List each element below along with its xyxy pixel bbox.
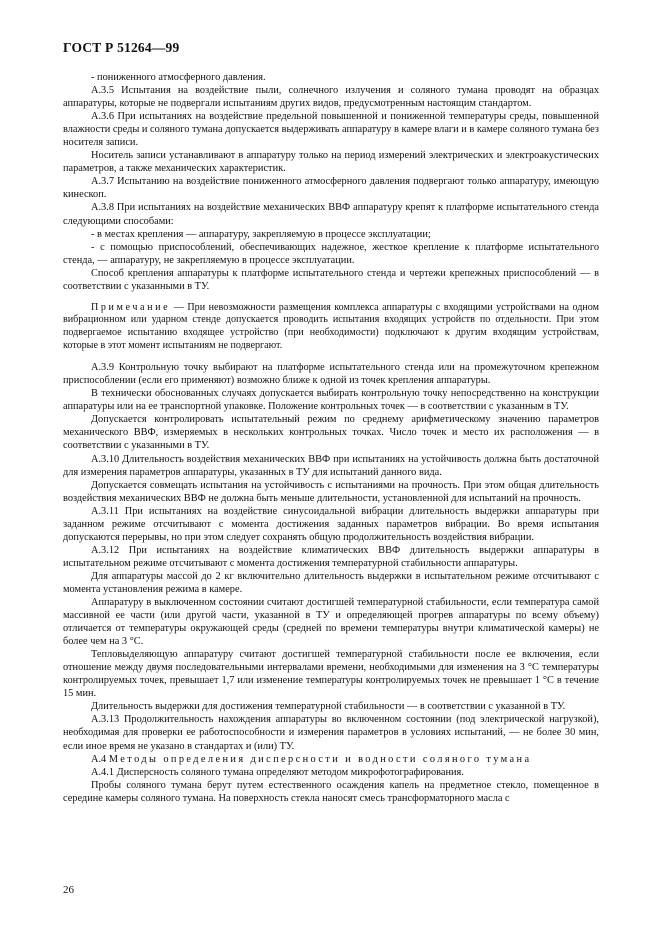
paragraph: Длительность выдержки для достижения температурной стабильности — в соответствии с указанной в ТУ. [91,701,566,713]
page-number: 26 [63,884,74,896]
paragraph: Для аппаратуры массой до 2 кг включительно длительность выдержки в испытательном режиме отсчитывают с момента установления режима в камере. [63,570,599,595]
section-heading-a4 [63,753,599,766]
paragraph-a36: А.3.6 При испытаниях на воздействие предельной повышенной и пониженной температуры среды, повышенной влажности среды и соляного тумана допускается выдерживать аппаратуру в камере влаги и в камере соляного тумана без носителя записи. [63,111,599,149]
section-number: А.4 [91,753,107,765]
note-text: — При невозможности размещения комплекса аппаратуры с входящими устройствами на одном вибрационном или ударном стенде допускается проводить испытания входящих устройств по отдельности. При этом подвергаемое испытанию входящее устройство (при необходимости) подключают к другим входящим устройствам, которые в этот момент испытаниям не подвергают. [63,301,599,351]
paragraph-a38: А.3.8 При испытаниях на воздействие механических ВВФ аппаратуру крепят к платформе испытательного стенда следующими способами: [63,202,599,227]
standard-code: ГОСТ Р 51264—99 [63,40,180,55]
paragraph: Аппаратуру в выключенном состоянии считают достигшей температурной стабильности, если температура самой массивной ее части (или другой части, указанной в ТУ и определяющей прогрев аппаратуры по всему объему) отличается от температуры окружающей среды (средней по времени температуры внутри климатической камеры) не более чем на 3 °С. [63,597,599,648]
paragraph-a312: А.3.12 При испытаниях на воздействие климатических ВВФ длительность выдержки аппаратуры в испытательном режиме отсчитывают с момента достижения температурной стабильности аппаратуры. [63,544,599,569]
paragraph: Допускается контролировать испытательный режим по среднему арифметическому значению параметров механического ВВФ, измеряемых в нескольких контрольных точках. Число точек и место их расположения — в соответствии с указанными в ТУ. [63,414,599,452]
section-title: Методы определения дисперсности и водности соляного тумана [108,753,532,765]
page-body [63,71,599,805]
paragraph-a35: А.3.5 Испытания на воздействие пыли, солнечного излучения и соляного тумана проводят на образцах аппаратуры, которые не подвергали испытаниям других видов, предусмотренным настоящим стандартом. [63,85,599,110]
paragraph: Тепловыделяющую аппаратуру считают достигшей температурной стабильности после ее включения, если отношение между двумя последовательными интервалами времени, необходимыми для изменения на 3 °С температуры контролируемых точек, превышает 1,7 или изменение температуры контролируемых точек не превышает 1 °С в течение 15 мин. [63,649,599,700]
list-item: - с помощью приспособлений, обеспечивающих надежное, жесткое крепление к платформе испытательного стенда, — аппаратуру, не закрепляемую в процессе эксплуатации. [63,241,599,266]
document-header [63,40,179,56]
paragraph: Способ крепления аппаратуры к платформе испытательного стенда и чертежи крепежных приспособлений — в соответствии с указанными в ТУ. [63,267,599,292]
note-block [63,302,599,352]
paragraph-a313: А.3.13 Продолжительность нахождения аппаратуры во включенном состоянии (под электрической нагрузкой), необходимая для проверки ее работоспособности и измерения параметров в условиях испытаний, — не более 30 мин, если иное время не указано в стандартах и (или) ТУ. [63,714,599,752]
paragraph: В технически обоснованных случаях допускается выбирать контрольную точку непосредственно на конструкции аппаратуры или на ее транспортной упаковке. Положение контрольных точек — в соответствии с указанным в ТУ. [63,388,599,413]
paragraph-a37: А.3.7 Испытанию на воздействие пониженного атмосферного давления подвергают только аппаратуру, имеющую кинескоп. [63,176,599,201]
paragraph-a311: А.3.11 При испытаниях на воздействие синусоидальной вибрации длительность выдержки аппаратуры при заданном режиме отсчитывают с момента достижения заданных параметров вибрации. Во время испытания допускаются перерывы, но при этом следует сохранять общую продолжительность воздействия вибрации. [63,505,599,543]
paragraph: Допускается совмещать испытания на устойчивость с испытаниями на прочность. При этом общая длительность воздействия механических ВВФ не должна быть меньше длительности, установленной для испытаний на прочность. [63,479,599,504]
paragraph: - пониженного атмосферного давления. [91,72,266,83]
note-label: Примечание [91,301,171,313]
paragraph: Пробы соляного тумана берут путем естественного осаждения капель на предметное стекло, помещенное в середине камеры соляного тумана. На поверхность стекла наносят смесь трансформаторного масла с [63,779,599,804]
paragraph-a310: А.3.10 Длительность воздействия механических ВВФ при испытаниях на устойчивость должна быть достаточной для измерения параметров аппаратуры, указанных в ТУ для испытаний данного вида. [63,453,599,478]
list-item: - в местах крепления — аппаратуру, закрепляемую в процессе эксплуатации; [91,228,431,240]
paragraph-a41: А.4.1 Дисперсность соляного тумана определяют методом микрофотографирования. [91,766,464,778]
paragraph-a39: А.3.9 Контрольную точку выбирают на платформе испытательного стенда или на промежуточном крепежном приспособлении (если его применяют) возможно ближе к одной из точек крепления аппаратуры. [63,362,599,387]
paragraph: Носитель записи устанавливают в аппаратуру только на период измерений электрических и электроакустических параметров, а также механических характеристик. [63,150,599,175]
